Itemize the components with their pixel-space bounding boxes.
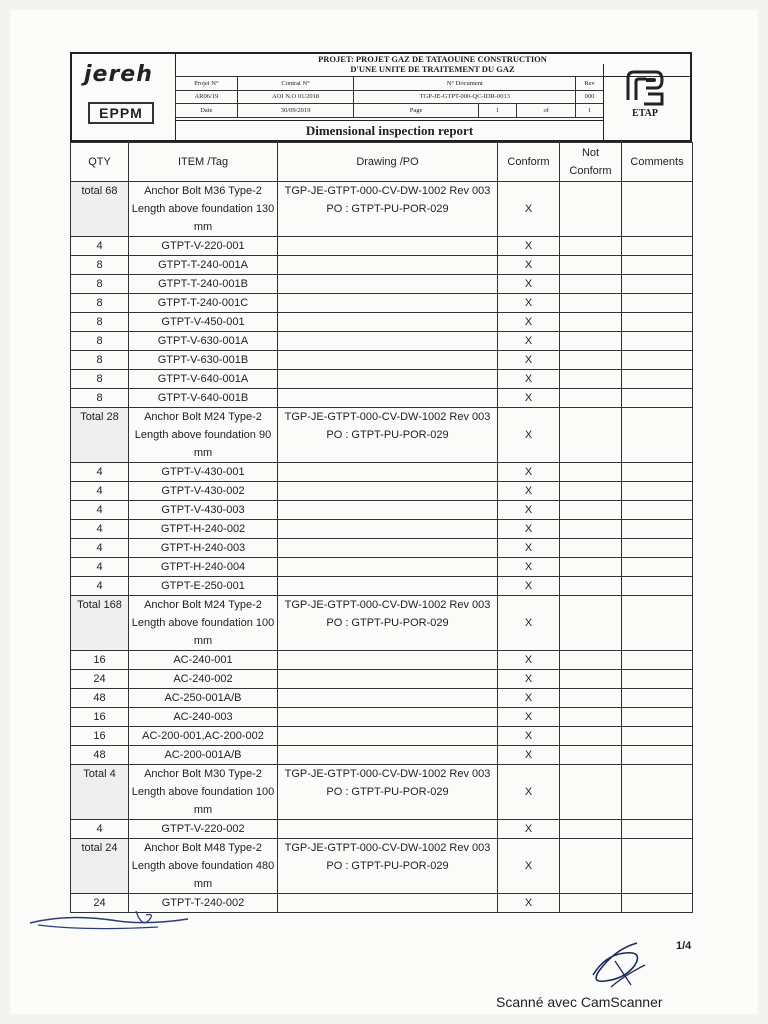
drawing-cell	[278, 689, 498, 708]
col-comments: Comments	[622, 143, 693, 182]
not-conform-cell	[560, 520, 622, 539]
drawing-cell	[278, 894, 498, 913]
not-conform-cell	[560, 389, 622, 408]
not-conform-cell	[560, 294, 622, 313]
table-group-row	[71, 765, 693, 820]
drawing-cell	[278, 670, 498, 689]
qty-cell: total 24	[71, 839, 129, 894]
qty-cell: 16	[71, 651, 129, 670]
drawing-cell	[278, 332, 498, 351]
conform-cell: X	[498, 482, 560, 501]
qty-cell: 8	[71, 351, 129, 370]
table-row	[71, 539, 693, 558]
not-conform-cell	[560, 708, 622, 727]
qty-cell: 8	[71, 370, 129, 389]
date-value: 30/09/2019	[237, 104, 354, 118]
conform-cell: X	[498, 670, 560, 689]
item-cell: GTPT-T-240-002	[129, 894, 278, 913]
etap-emblem-icon	[622, 68, 668, 108]
not-conform-cell	[560, 746, 622, 765]
not-conform-cell	[560, 332, 622, 351]
drawing-cell	[278, 746, 498, 765]
table-row	[71, 558, 693, 577]
drawing-cell	[278, 708, 498, 727]
qty-cell: 8	[71, 275, 129, 294]
table-row	[71, 577, 693, 596]
conform-cell: X	[498, 351, 560, 370]
item-cell: GTPT-H-240-003	[129, 539, 278, 558]
comments-cell	[622, 275, 693, 294]
comments-cell	[622, 482, 693, 501]
conform-cell: X	[498, 332, 560, 351]
project-line-2: D'UNE UNITE DE TRAITEMENT DU GAZ	[350, 64, 515, 74]
not-conform-cell	[560, 275, 622, 294]
qty-cell: Total 4	[71, 765, 129, 820]
comments-cell	[622, 294, 693, 313]
conform-cell: X	[498, 577, 560, 596]
comments-cell	[622, 651, 693, 670]
not-conform-cell	[560, 370, 622, 389]
drawing-cell	[278, 558, 498, 577]
qty-cell: 48	[71, 689, 129, 708]
drawing-cell	[278, 313, 498, 332]
table-row	[71, 501, 693, 520]
not-conform-cell	[560, 408, 622, 463]
drawing-number: TGP-JE-GTPT-000-CV-DW-1002 Rev 003	[284, 768, 491, 780]
comments-cell	[622, 313, 693, 332]
conform-cell: X	[498, 237, 560, 256]
qty-cell: 4	[71, 820, 129, 839]
col-item: ITEM /Tag	[129, 143, 278, 182]
conform-cell: X	[498, 651, 560, 670]
conform-cell: X	[498, 708, 560, 727]
qty-cell: 4	[71, 558, 129, 577]
not-conform-cell	[560, 894, 622, 913]
not-conform-cell	[560, 689, 622, 708]
comments-cell	[622, 708, 693, 727]
table-row	[71, 294, 693, 313]
qty-cell: 8	[71, 389, 129, 408]
qty-cell: 4	[71, 237, 129, 256]
table-row	[71, 727, 693, 746]
comments-cell	[622, 370, 693, 389]
drawing-cell	[278, 501, 498, 520]
conform-cell: X	[498, 501, 560, 520]
page-label: Page	[354, 104, 478, 118]
drawing-cell	[278, 182, 498, 237]
item-cell: Anchor Bolt M36 Type-2 Length above foundation 130 mm	[129, 182, 278, 237]
item-cell: AC-240-002	[129, 670, 278, 689]
table-row	[71, 463, 693, 482]
conform-cell: X	[498, 256, 560, 275]
qty-cell: 16	[71, 708, 129, 727]
po-number: PO : GTPT-PU-POR-029	[326, 860, 449, 872]
drawing-cell	[278, 370, 498, 389]
comments-cell	[622, 820, 693, 839]
drawing-cell	[278, 520, 498, 539]
item-cell: GTPT-V-220-002	[129, 820, 278, 839]
not-conform-cell	[560, 839, 622, 894]
conform-cell: X	[498, 389, 560, 408]
conform-cell: X	[498, 294, 560, 313]
qty-cell: 8	[71, 313, 129, 332]
conform-cell: X	[498, 727, 560, 746]
comments-cell	[622, 237, 693, 256]
document-no-value: TGP-JE-GTPT-000-QC-IDR-0013	[354, 90, 576, 104]
item-cell: GTPT-H-240-004	[129, 558, 278, 577]
col-conform: Conform	[498, 143, 560, 182]
of-label: of	[517, 104, 576, 118]
item-cell: GTPT-V-640-001A	[129, 370, 278, 389]
comments-cell	[622, 389, 693, 408]
conform-cell: X	[498, 463, 560, 482]
table-row	[71, 708, 693, 727]
drawing-cell	[278, 820, 498, 839]
drawing-cell	[278, 596, 498, 651]
drawing-cell	[278, 765, 498, 820]
table-row	[71, 482, 693, 501]
project-no-label: Projet N°	[176, 77, 238, 91]
drawing-cell	[278, 408, 498, 463]
eppm-logo: EPPM	[88, 102, 154, 124]
conform-cell: X	[498, 520, 560, 539]
table-row	[71, 651, 693, 670]
comments-cell	[622, 894, 693, 913]
not-conform-cell	[560, 256, 622, 275]
rev-value: 000	[576, 90, 604, 104]
drawing-cell	[278, 389, 498, 408]
table-row	[71, 237, 693, 256]
not-conform-cell	[560, 727, 622, 746]
project-no-value: AR06/19	[176, 90, 238, 104]
comments-cell	[622, 727, 693, 746]
drawing-cell	[278, 577, 498, 596]
conform-cell: X	[498, 596, 560, 651]
conform-cell: X	[498, 408, 560, 463]
inspector-signature	[28, 905, 198, 935]
drawing-cell	[278, 727, 498, 746]
drawing-cell	[278, 539, 498, 558]
conform-cell: X	[498, 820, 560, 839]
qty-cell: 24	[71, 894, 129, 913]
item-cell: GTPT-T-240-001B	[129, 275, 278, 294]
po-number: PO : GTPT-PU-POR-029	[326, 786, 449, 798]
table-group-row	[71, 182, 693, 237]
not-conform-cell	[560, 351, 622, 370]
comments-cell	[622, 839, 693, 894]
document-no-label: N° Document	[354, 77, 576, 91]
item-cell: GTPT-V-430-003	[129, 501, 278, 520]
item-cell: Anchor Bolt M30 Type-2 Length above foundation 100 mm	[129, 765, 278, 820]
qty-cell: 24	[71, 670, 129, 689]
qty-cell: total 68	[71, 182, 129, 237]
item-cell: GTPT-T-240-001C	[129, 294, 278, 313]
not-conform-cell	[560, 482, 622, 501]
comments-cell	[622, 256, 693, 275]
drawing-cell	[278, 275, 498, 294]
item-cell: AC-240-001	[129, 651, 278, 670]
table-row	[71, 689, 693, 708]
table-header-row	[71, 143, 693, 182]
table-group-row	[71, 408, 693, 463]
comments-cell	[622, 408, 693, 463]
rev-label: Rev	[576, 77, 604, 91]
item-cell: AC-200-001A/B	[129, 746, 278, 765]
comments-cell	[622, 182, 693, 237]
not-conform-cell	[560, 651, 622, 670]
qty-cell: 48	[71, 746, 129, 765]
drawing-number: TGP-JE-GTPT-000-CV-DW-1002 Rev 003	[284, 411, 491, 423]
inspection-table	[70, 142, 693, 913]
conform-cell: X	[498, 370, 560, 389]
col-drawing: Drawing /PO	[278, 143, 498, 182]
po-number: PO : GTPT-PU-POR-029	[326, 617, 449, 629]
item-cell: Anchor Bolt M24 Type-2 Length above foundation 100 mm	[129, 596, 278, 651]
item-cell: AC-240-003	[129, 708, 278, 727]
drawing-cell	[278, 482, 498, 501]
drawing-number: TGP-JE-GTPT-000-CV-DW-1002 Rev 003	[284, 185, 491, 197]
approver-signature	[585, 935, 665, 995]
item-cell: GTPT-V-430-001	[129, 463, 278, 482]
item-cell: GTPT-E-250-001	[129, 577, 278, 596]
table-body	[71, 182, 693, 913]
item-cell: GTPT-V-630-001B	[129, 351, 278, 370]
comments-cell	[622, 501, 693, 520]
comments-cell	[622, 577, 693, 596]
jereh-logo: jereh	[84, 62, 153, 87]
table-group-row	[71, 596, 693, 651]
conform-cell: X	[498, 558, 560, 577]
not-conform-cell	[560, 670, 622, 689]
qty-cell: 8	[71, 332, 129, 351]
drawing-cell	[278, 351, 498, 370]
qty-cell: Total 168	[71, 596, 129, 651]
drawing-cell	[278, 237, 498, 256]
item-cell: AC-250-001A/B	[129, 689, 278, 708]
qty-cell: Total 28	[71, 408, 129, 463]
conform-cell: X	[498, 839, 560, 894]
report-title: Dimensional inspection report	[175, 120, 604, 141]
contract-no-label: Contrat N°	[237, 77, 354, 91]
not-conform-cell	[560, 501, 622, 520]
qty-cell: 16	[71, 727, 129, 746]
comments-cell	[622, 689, 693, 708]
item-cell: GTPT-T-240-001A	[129, 256, 278, 275]
report-header	[70, 52, 692, 142]
po-number: PO : GTPT-PU-POR-029	[326, 203, 449, 215]
qty-cell: 8	[71, 256, 129, 275]
table-group-row	[71, 839, 693, 894]
project-line-1: PROJET: PROJET GAZ DE TATAOUINE CONSTRUCTION	[318, 54, 547, 64]
not-conform-cell	[560, 820, 622, 839]
item-cell: GTPT-V-450-001	[129, 313, 278, 332]
conform-cell: X	[498, 894, 560, 913]
item-cell: GTPT-H-240-002	[129, 520, 278, 539]
comments-cell	[622, 746, 693, 765]
conform-cell: X	[498, 313, 560, 332]
drawing-cell	[278, 256, 498, 275]
drawing-cell	[278, 463, 498, 482]
document-meta	[175, 76, 604, 118]
table-row	[71, 313, 693, 332]
not-conform-cell	[560, 463, 622, 482]
item-cell: Anchor Bolt M48 Type-2 Length above foundation 480 mm	[129, 839, 278, 894]
qty-cell: 4	[71, 520, 129, 539]
qty-cell: 4	[71, 501, 129, 520]
comments-cell	[622, 463, 693, 482]
qty-cell: 4	[71, 463, 129, 482]
table-row	[71, 275, 693, 294]
conform-cell: X	[498, 765, 560, 820]
conform-cell: X	[498, 689, 560, 708]
comments-cell	[622, 520, 693, 539]
col-not-conform: Not Conform	[560, 143, 622, 182]
item-cell: GTPT-V-640-001B	[129, 389, 278, 408]
conform-cell: X	[498, 746, 560, 765]
po-number: PO : GTPT-PU-POR-029	[326, 429, 449, 441]
table-row	[71, 389, 693, 408]
qty-cell: 8	[71, 294, 129, 313]
not-conform-cell	[560, 558, 622, 577]
qty-cell: 4	[71, 482, 129, 501]
of-value: 1	[576, 104, 604, 118]
date-label: Date	[176, 104, 238, 118]
not-conform-cell	[560, 237, 622, 256]
comments-cell	[622, 596, 693, 651]
table-row	[71, 351, 693, 370]
comments-cell	[622, 670, 693, 689]
etap-logo	[603, 64, 690, 140]
contractor-logos	[72, 54, 176, 140]
not-conform-cell	[560, 577, 622, 596]
drawing-cell	[278, 651, 498, 670]
comments-cell	[622, 765, 693, 820]
table-row	[71, 820, 693, 839]
conform-cell: X	[498, 275, 560, 294]
drawing-number: TGP-JE-GTPT-000-CV-DW-1002 Rev 003	[284, 842, 491, 854]
item-cell: GTPT-V-220-001	[129, 237, 278, 256]
item-cell: AC-200-001,AC-200-002	[129, 727, 278, 746]
drawing-number: TGP-JE-GTPT-000-CV-DW-1002 Rev 003	[284, 599, 491, 611]
page-value: 1	[478, 104, 517, 118]
comments-cell	[622, 539, 693, 558]
not-conform-cell	[560, 596, 622, 651]
page-number: 1/4	[676, 940, 692, 952]
qty-cell: 4	[71, 539, 129, 558]
comments-cell	[622, 351, 693, 370]
item-cell: Anchor Bolt M24 Type-2 Length above foundation 90 mm	[129, 408, 278, 463]
contract-no-value: AOI N.O 01/2018	[237, 90, 354, 104]
item-cell: GTPT-V-430-002	[129, 482, 278, 501]
table-row	[71, 370, 693, 389]
table-row	[71, 256, 693, 275]
item-cell: GTPT-V-630-001A	[129, 332, 278, 351]
col-qty: QTY	[71, 143, 129, 182]
camscanner-watermark: Scanné avec CamScanner	[496, 994, 663, 1010]
not-conform-cell	[560, 182, 622, 237]
drawing-cell	[278, 294, 498, 313]
comments-cell	[622, 332, 693, 351]
comments-cell	[622, 558, 693, 577]
table-row	[71, 670, 693, 689]
etap-label: ETAP	[632, 108, 658, 119]
conform-cell: X	[498, 539, 560, 558]
qty-cell: 4	[71, 577, 129, 596]
not-conform-cell	[560, 539, 622, 558]
not-conform-cell	[560, 313, 622, 332]
not-conform-cell	[560, 765, 622, 820]
conform-cell: X	[498, 182, 560, 237]
table-row	[71, 520, 693, 539]
table-row	[71, 746, 693, 765]
drawing-cell	[278, 839, 498, 894]
table-row	[71, 332, 693, 351]
